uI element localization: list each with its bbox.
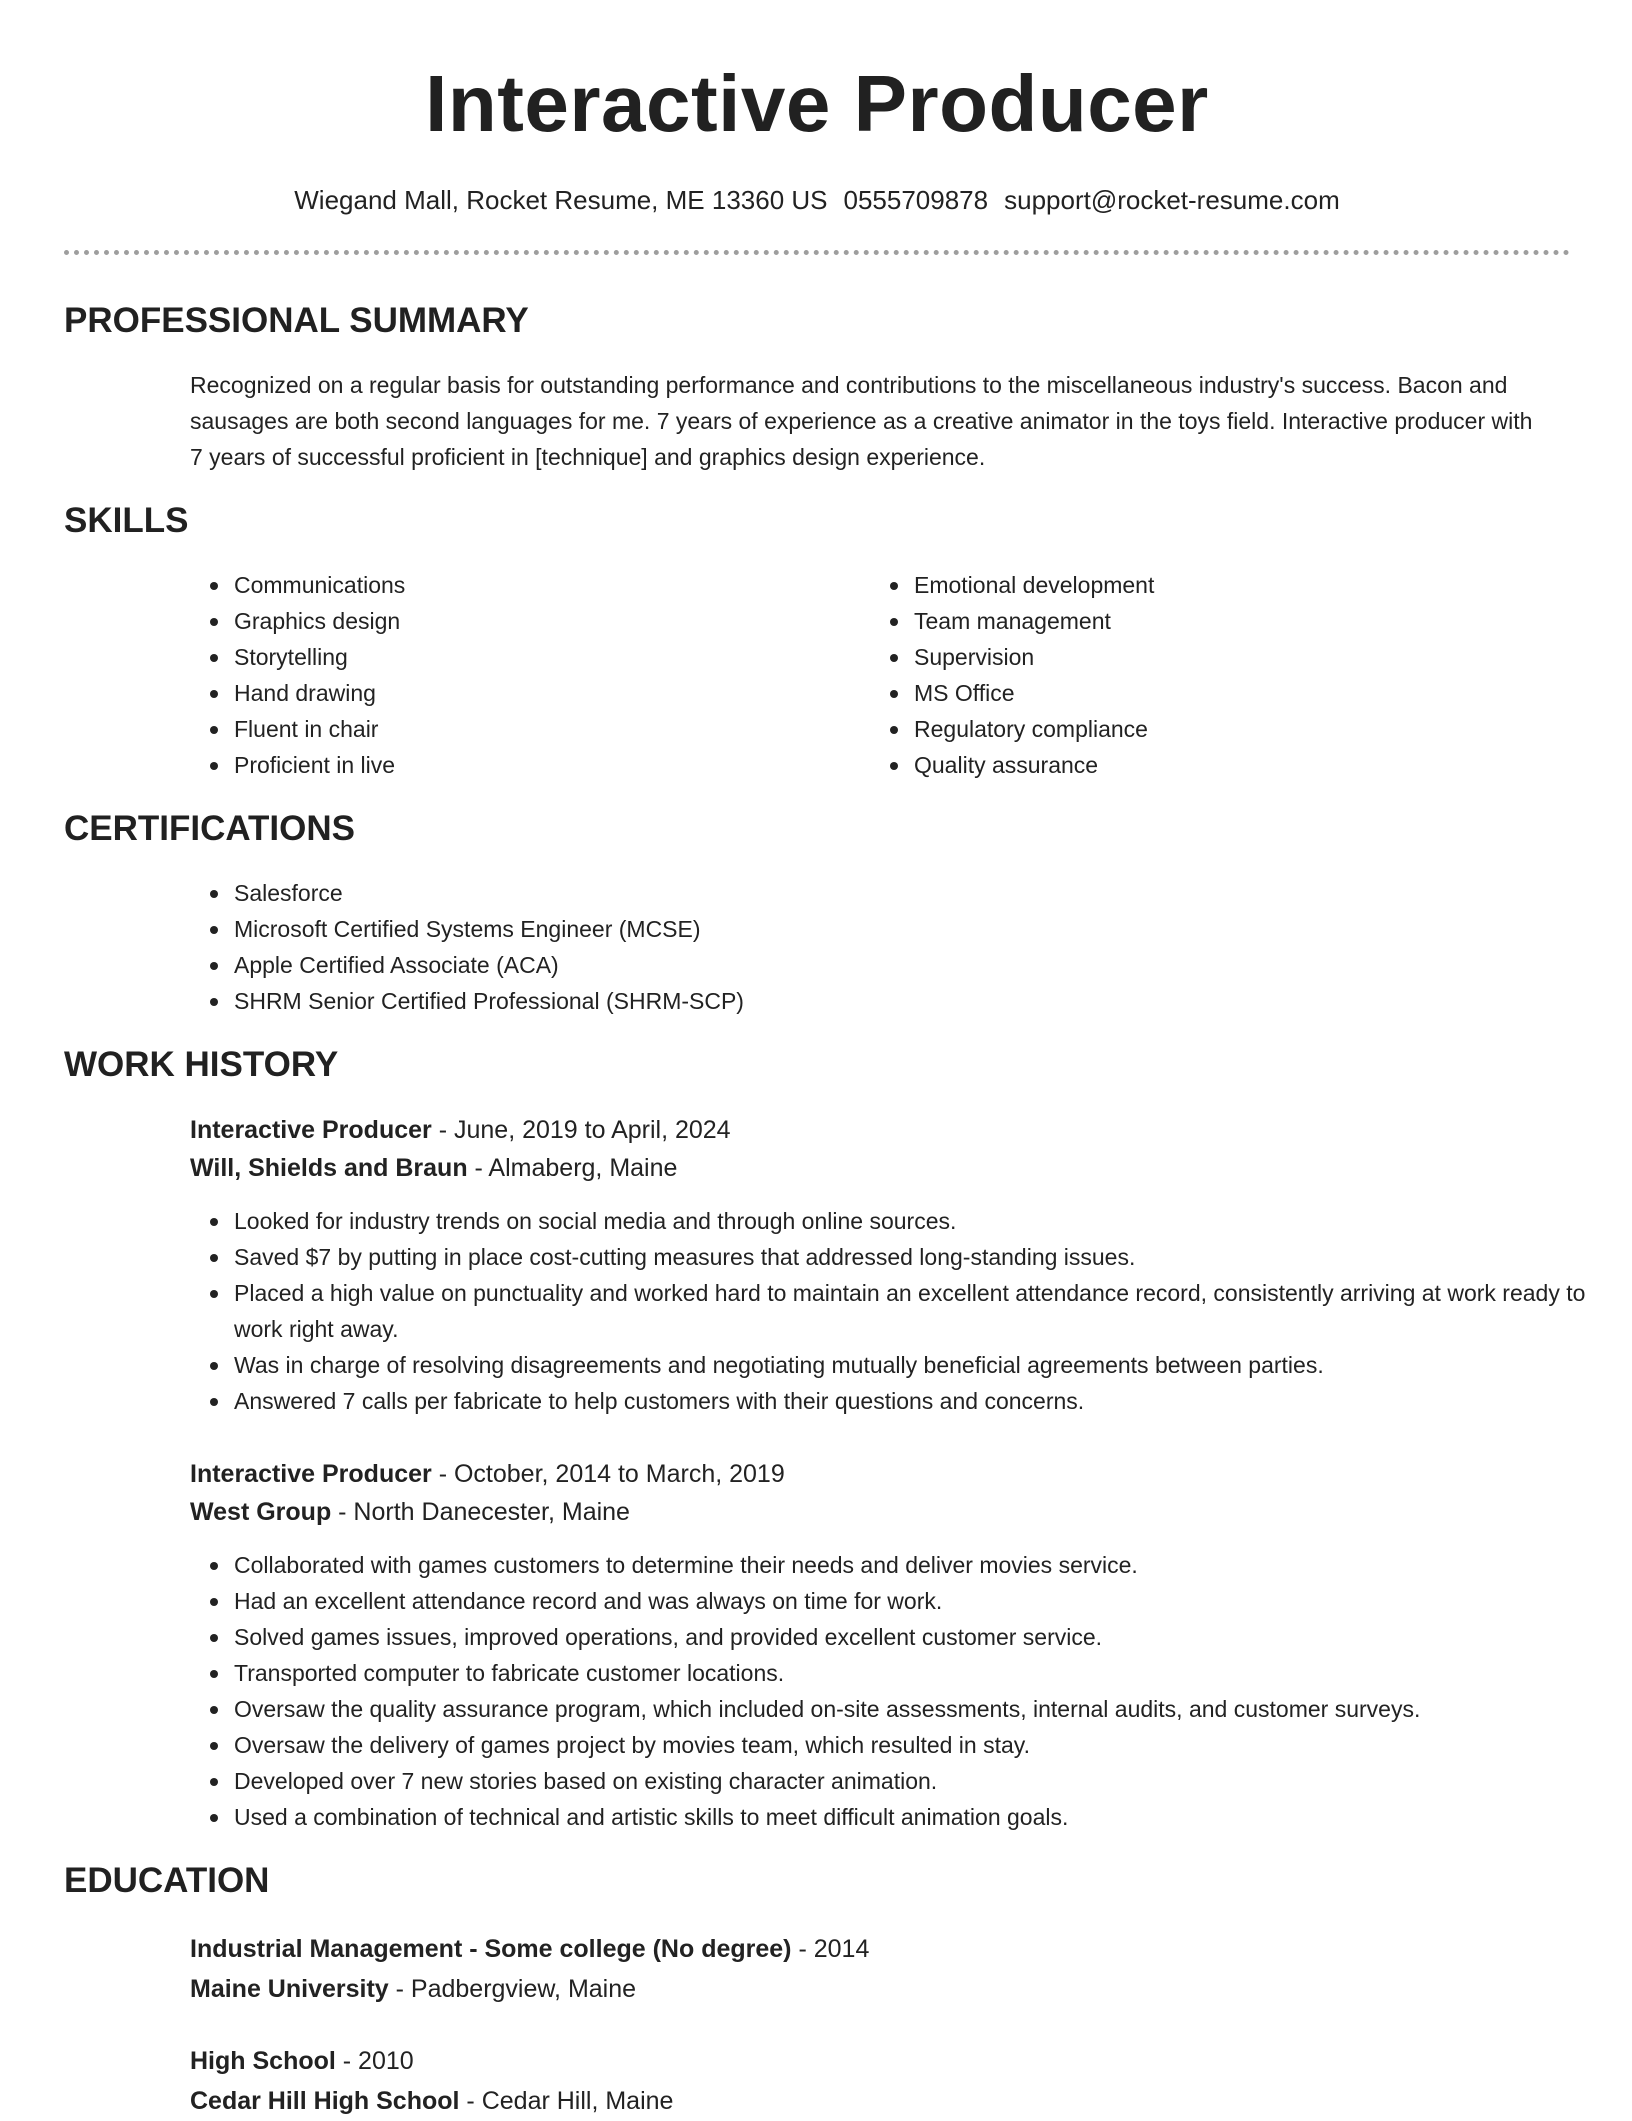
education-school: Cedar Hill High School (190, 2087, 460, 2115)
job-dates: - October, 2014 to March, 2019 (431, 1460, 785, 1488)
education-entry (64, 2041, 1570, 2121)
education-location: - Padbergview, Maine (388, 1975, 637, 2003)
contact-address: Wiegand Mall, Rocket Resume, ME 13360 US (294, 185, 828, 215)
summary-heading: PROFESSIONAL SUMMARY (64, 301, 529, 340)
job-title-line (190, 1111, 1570, 1149)
summary-text: Recognized on a regular basis for outstanding performance and contributions to the miscellaneous industry's success. Bacon and sausages are both second languages for me. 7 years of experience as a creative animator in the toys field. Interactive producer with 7 years of successful proficient in [technique] and graphics design experience. (190, 372, 1533, 470)
certification-item: SHRM Senior Certified Professional (SHRM-SCP) (234, 983, 1570, 1019)
job-bullet: Was in charge of resolving disagreements and negotiating mutually beneficial agreements between parties. (234, 1347, 1614, 1383)
education-school-line (190, 2081, 1570, 2121)
skills-column-left (64, 567, 914, 783)
job-company-line (190, 1493, 1570, 1531)
job-bullets (64, 1547, 1614, 1835)
skill-item: MS Office (914, 675, 1154, 711)
certifications-list (64, 875, 1570, 1019)
resume-page (64, 0, 1586, 2121)
job-bullet: Oversaw the quality assurance program, which included on-site assessments, internal audits, and customer surveys. (234, 1691, 1614, 1727)
skill-item: Graphics design (234, 603, 914, 639)
skills-columns (64, 567, 1570, 783)
skill-item: Team management (914, 603, 1154, 639)
summary-section (64, 299, 1570, 475)
job-bullet: Oversaw the delivery of games project by movies team, which resulted in stay. (234, 1727, 1614, 1763)
job-title-line (190, 1455, 1570, 1493)
skills-column-right (914, 567, 1154, 783)
skills-list-left (64, 567, 914, 783)
job-company: West Group (190, 1498, 332, 1526)
education-year: - 2010 (335, 2047, 414, 2075)
education-degree: High School (190, 2047, 336, 2075)
certifications-section (64, 807, 1570, 1019)
job-location: - Almaberg, Maine (467, 1154, 678, 1182)
skill-item: Regulatory compliance (914, 711, 1154, 747)
education-section (64, 1859, 1570, 2121)
job-entry (64, 1111, 1586, 1419)
job-bullets (64, 1203, 1614, 1419)
work-history-heading: WORK HISTORY (64, 1045, 339, 1084)
header-divider (64, 250, 1570, 255)
education-location: - Cedar Hill, Maine (459, 2087, 674, 2115)
skill-item: Emotional development (914, 567, 1154, 603)
job-bullet: Collaborated with games customers to determine their needs and deliver movies service. (234, 1547, 1614, 1583)
job-bullet: Answered 7 calls per fabricate to help customers with their questions and concerns. (234, 1383, 1614, 1419)
skills-list-right (914, 567, 1154, 783)
certification-item: Apple Certified Associate (ACA) (234, 947, 1570, 983)
job-bullet: Placed a high value on punctuality and worked hard to maintain an excellent attendance record, consistently arriving at work ready to work right away. (234, 1275, 1614, 1347)
job-bullet: Developed over 7 new stories based on existing character animation. (234, 1763, 1614, 1799)
education-degree: Industrial Management - Some college (No degree) (190, 1935, 792, 1963)
contact-phone: 0555709878 (843, 185, 989, 215)
job-dates: - June, 2019 to April, 2024 (431, 1116, 731, 1144)
resume-title: Interactive Producer (425, 59, 1209, 148)
certification-item: Salesforce (234, 875, 1570, 911)
job-title: Interactive Producer (190, 1460, 432, 1488)
education-degree-line (190, 2041, 1570, 2081)
skill-item: Storytelling (234, 639, 914, 675)
job-bullet: Looked for industry trends on social media and through online sources. (234, 1203, 1614, 1239)
job-company-line (190, 1149, 1570, 1187)
education-year: - 2014 (791, 1935, 870, 1963)
job-bullet: Saved $7 by putting in place cost-cutting measures that addressed long-standing issues. (234, 1239, 1614, 1275)
skill-item: Quality assurance (914, 747, 1154, 783)
job-location: - North Danecester, Maine (331, 1498, 630, 1526)
job-company: Will, Shields and Braun (190, 1154, 468, 1182)
education-school-line (190, 1969, 1570, 2009)
skill-item: Fluent in chair (234, 711, 914, 747)
skill-item: Hand drawing (234, 675, 914, 711)
education-degree-line (190, 1929, 1570, 1969)
job-bullet: Solved games issues, improved operations, and provided excellent customer service. (234, 1619, 1614, 1655)
education-school: Maine University (190, 1975, 389, 2003)
contact-line (64, 184, 1570, 216)
education-entry (64, 1929, 1570, 2009)
skill-item: Proficient in live (234, 747, 914, 783)
skills-heading: SKILLS (64, 501, 189, 540)
work-history-section (64, 1043, 1586, 1835)
certification-item: Microsoft Certified Systems Engineer (MCSE) (234, 911, 1570, 947)
skills-section (64, 499, 1570, 783)
job-bullet: Had an excellent attendance record and was always on time for work. (234, 1583, 1614, 1619)
job-title: Interactive Producer (190, 1116, 432, 1144)
contact-email[interactable]: support@rocket-resume.com (1004, 185, 1340, 215)
job-bullet: Used a combination of technical and artistic skills to meet difficult animation goals. (234, 1799, 1614, 1835)
skill-item: Supervision (914, 639, 1154, 675)
certifications-heading: CERTIFICATIONS (64, 809, 356, 848)
job-bullet: Transported computer to fabricate customer locations. (234, 1655, 1614, 1691)
skill-item: Communications (234, 567, 914, 603)
education-heading: EDUCATION (64, 1861, 270, 1900)
job-entry (64, 1455, 1570, 1835)
